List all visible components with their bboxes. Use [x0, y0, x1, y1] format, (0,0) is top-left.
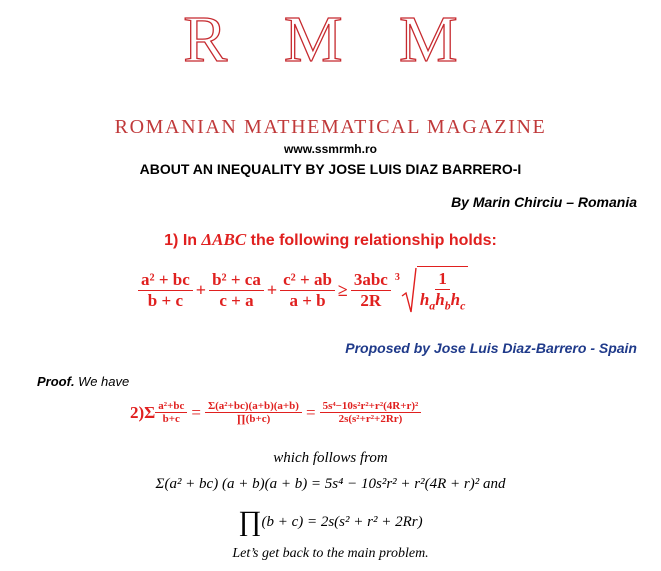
magazine-title: ROMANIAN MATHEMATICAL MAGAZINE	[114, 116, 547, 138]
radical-icon	[401, 266, 417, 314]
proof-intro: Proof. We have	[37, 374, 130, 389]
cube-root: 3 $\frac{1}{h_ah_bh_c}$	[395, 266, 469, 314]
fraction-rhs: $\frac{\text{3abc}}{2R}$	[351, 270, 391, 311]
back-to-problem: Let’s get back to the main problem.	[232, 546, 429, 561]
fraction-term-1: $\frac{\text{a² + bc}}{b + c}$	[138, 270, 193, 311]
problem-statement: 1) In ΔABC the following relationship holds:	[164, 230, 497, 249]
product-identity: ∏(b + c) = 2s(s² + r² + 2Rr)	[238, 506, 423, 537]
fraction-term-2: $\frac{\text{b² + ca}}{c + a}$	[209, 270, 264, 311]
triangle-label: ΔABC	[201, 230, 247, 249]
article-title: ABOUT AN INEQUALITY BY JOSE LUIS DIAZ BARRERO-I	[139, 161, 522, 177]
rmm-logo: R M M	[183, 3, 478, 76]
product-symbol: ∏	[238, 506, 262, 537]
sum-identity: Σ(a² + bc) (a + b)(a + b) = 5s⁴ − 10s²r² + r²(4R + r)² and	[155, 476, 506, 492]
article-author: By Marin Chirciu – Romania	[451, 194, 637, 210]
website-link[interactable]: www.ssmrmh.ro	[284, 142, 377, 156]
fraction-term-3: $\frac{\text{c² + ab}}{a + b}$	[280, 270, 335, 311]
follows-text: which follows from	[273, 450, 388, 466]
eq2-fraction-1: $\frac{\text{a²+bc}}{b+c}$	[155, 400, 187, 425]
proposed-by: Proposed by Jose Luis Diaz-Barrero - Spain	[345, 340, 637, 356]
main-inequality: $\frac{\text{a² + bc}}{b + c}$ + $\frac{\text{b² + ca}}{c + a}$ + $\frac{\text{c² + ab}}{a + b}$ ≥ $\frac{\text{3abc}}{2R}$ 3 $\frac{1}{h_ah_bh_c}$	[138, 266, 468, 314]
eq2-fraction-3: $\frac{\text{5s⁴−10s²r²+r²(4R+r)²}}{\text{2s(s²+r²+2Rr)}}$	[320, 400, 422, 425]
identity-2: 2)Σ $\frac{\text{a²+bc}}{b+c}$ = $\frac{\text{Σ(a²+bc)(a+b)(a+b)}}{\prod(b+c)}$ = $\frac{\text{5s⁴−10s²r²+r²(4R+r)²}}{\text{2s(s²+r²+2Rr)}}$	[130, 400, 421, 425]
eq2-fraction-2: $\frac{\text{Σ(a²+bc)(a+b)(a+b)}}{\prod(b+c)}$	[205, 400, 302, 425]
